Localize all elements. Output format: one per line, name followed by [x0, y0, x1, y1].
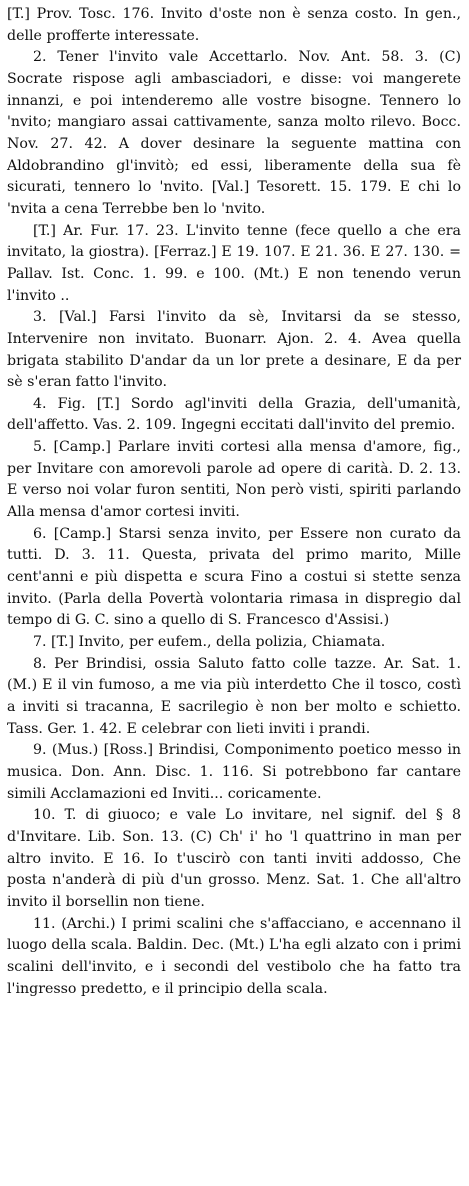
entry-sense-2: 2. Tener l'invito vale Accettarlo. Nov. Ant. 58. 3. (C) Socrate rispose agli ambasciadori, e disse: voi mangerete innanzi, e poi intenderemo alle vostre bisogne. Tennero lo 'nvito; mangiaro assai cattivamente, sanza molto rilevo. Bocc. Nov. 27. 42. A dover desinare la seguente mattina con Aldobrandino gl'invitò; ed essi, liberamente della sua fè sicurati, tennero lo 'nvito. [Val.] Tesorett. 15. 179. E chi lo 'nvita a cena Terrebbe ben lo 'nvito. [7, 49, 461, 217]
entry-sense-10: 10. T. di giuoco; e vale Lo invitare, nel signif. del § 8 d'Invitare. Lib. Son. 13. (C) Ch' i' ho 'l quattrino in man per altro invito. E 16. Io t'uscirò con tanti inviti addosso, Che posta n'anderà di più d'un grosso. Menz. Sat. 1. Che all'altro invito il borsellin non tiene. [7, 807, 461, 910]
entry-paragraph: [T.] Prov. Tosc. 176. Invito d'oste non è senza costo. In gen., delle profferte interessate. [7, 6, 461, 44]
entry-sense-11: 11. (Archi.) I primi scalini che s'affacciano, e accennano il luogo della scala. Baldin. Dec. (Mt.) L'ha egli alzato con i primi scalini dell'invito, e i secondi del vestibolo che ha fatto tra l'ingresso predetto, e il principio della scala. [7, 915, 461, 997]
entry-paragraph: [T.] Ar. Fur. 17. 23. L'invito tenne (fece quello a che era invitato, la giostra). [Ferraz.] E 19. 107. E 21. 36. E 27. 130. = Pallav. Ist. Conc. 1. 99. e 100. (Mt.) E non tenendo verun l'invito .. [7, 222, 461, 304]
entry-sense-7: 7. [T.] Invito, per eufem., della polizia, Chiamata. [33, 634, 386, 651]
entry-sense-4: 4. Fig. [T.] Sordo agl'inviti della Grazia, dell'umanità, dell'affetto. Vas. 2. 109. Ingegni eccitati dall'invito del premio. [7, 395, 461, 434]
entry-sense-8: 8. Per Brindisi, ossia Saluto fatto colle tazze. Ar. Sat. 1. (M.) E il vin fumoso, a me via più interdetto Che il tosco, costì a inviti si tracanna, E sacrilegio è non ber molto e schietto. Tass. Ger. 1. 42. E celebrar con lieti inviti i prandi. [7, 655, 461, 737]
entry-sense-9: 9. (Mus.) [Ross.] Brindisi, Componimento poetico messo in musica. Don. Ann. Disc. 1. 116. Si potrebbono far cantare simili Acclamazioni ed Inviti... coricamente. [7, 742, 461, 802]
entry-sense-6: 6. [Camp.] Starsi senza invito, per Essere non curato da tutti. D. 3. 11. Questa, privata del primo marito, Mille cent'anni e più dispetta e scura Fino a costui si stette senza invito. (Parla della Povertà volontaria rimasa in dispregio dal tempo di G. C. sino a quello di S. Francesco d'Assisi.) [7, 525, 461, 629]
entry-sense-5: 5. [Camp.] Parlare inviti cortesi alla mensa d'amore, fig., per Invitare con amorevoli parole ad opere di carità. D. 2. 13. E verso noi volar furon sentiti, Non però visti, spiriti parlando Alla mensa d'amor cortesi inviti. [7, 439, 461, 521]
entry-sense-3: 3. [Val.] Farsi l'invito da sè, Invitarsi da se stesso, Intervenire non invitato. Buonarr. Ajon. 2. 4. Avea quella brigata stabilito D'andar da un lor prete a desinare, E da per sè s'eran fatto l'invito. [7, 309, 461, 391]
